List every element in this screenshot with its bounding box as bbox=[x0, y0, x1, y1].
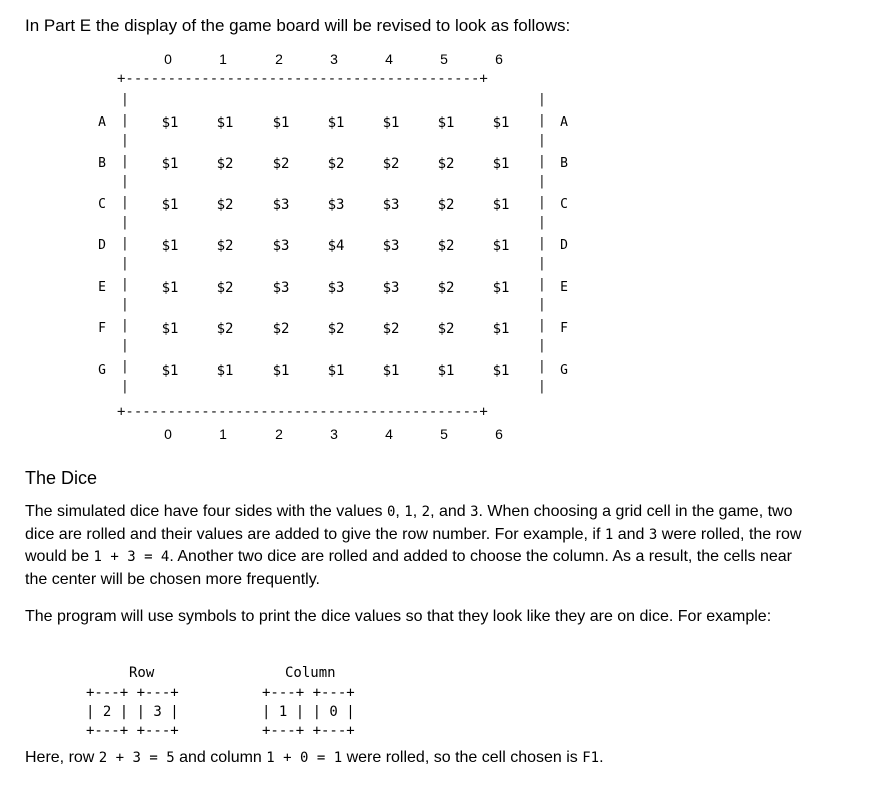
text-segment: , and bbox=[430, 503, 471, 520]
board-cell: $1 bbox=[437, 363, 455, 379]
board-cell: $2 bbox=[216, 197, 234, 213]
section-heading: The Dice bbox=[25, 468, 98, 488]
row-label-right: F bbox=[560, 321, 568, 336]
text-segment: The simulated dice have four sides with the values bbox=[25, 503, 387, 520]
column-dice-line: +---+ +---+ bbox=[262, 723, 355, 739]
board-cell: $1 bbox=[492, 321, 510, 337]
row-dice-line: +---+ +---+ bbox=[86, 685, 179, 701]
board-border-left: | bbox=[121, 317, 129, 333]
inline-code: 3 bbox=[470, 504, 479, 520]
board-cell: $2 bbox=[216, 280, 234, 296]
board-cell: $1 bbox=[382, 363, 400, 379]
text-segment: and bbox=[613, 525, 649, 543]
board-border-right: | bbox=[538, 256, 546, 271]
inline-code: 1 bbox=[404, 504, 413, 520]
board-cell: $1 bbox=[272, 363, 290, 379]
board-cell: $1 bbox=[161, 238, 179, 254]
board-cell: $2 bbox=[216, 238, 234, 254]
dice-description bbox=[25, 501, 805, 591]
board-cell: $1 bbox=[492, 280, 510, 296]
inline-code: 1 + 3 = 4 bbox=[93, 549, 170, 565]
column-number: 4 bbox=[385, 426, 393, 442]
board-cell: $1 bbox=[161, 197, 179, 213]
board-cell: $2 bbox=[437, 280, 455, 296]
board-border-right: | bbox=[538, 317, 546, 333]
row-dice-line: | 2 | | 3 | bbox=[86, 704, 179, 720]
column-number: 1 bbox=[219, 426, 227, 442]
board-border-left: | bbox=[121, 92, 129, 107]
column-number: 5 bbox=[440, 51, 448, 67]
board-border-top: +------------------------------------------+ bbox=[117, 71, 488, 87]
board-cell: $3 bbox=[327, 280, 345, 296]
board-cell: $2 bbox=[437, 238, 455, 254]
board-border-left: | bbox=[121, 276, 129, 292]
row-label-left: E bbox=[98, 280, 106, 295]
board-cell: $1 bbox=[437, 115, 455, 131]
board-cell: $3 bbox=[382, 197, 400, 213]
column-dice-line: +---+ +---+ bbox=[262, 685, 355, 701]
board-cell: $1 bbox=[161, 280, 179, 296]
board-cell: $1 bbox=[161, 115, 179, 131]
board-cell: $2 bbox=[437, 321, 455, 337]
column-number: 2 bbox=[275, 51, 283, 67]
board-cell: $3 bbox=[272, 197, 290, 213]
column-number: 3 bbox=[330, 426, 338, 442]
row-label-left: D bbox=[98, 238, 106, 253]
board-cell: $1 bbox=[327, 115, 345, 131]
board-cell: $1 bbox=[216, 363, 234, 379]
board-cell: $1 bbox=[161, 321, 179, 337]
board-border-bottom: +------------------------------------------+ bbox=[117, 404, 488, 420]
board-cell: $3 bbox=[382, 238, 400, 254]
board-border-right: | bbox=[538, 276, 546, 292]
board-border-left: | bbox=[121, 256, 129, 271]
board-border-left: | bbox=[121, 174, 129, 189]
text-segment: and column bbox=[174, 749, 267, 766]
text-segment: , bbox=[395, 503, 405, 520]
row-label-right: G bbox=[560, 363, 568, 378]
dice-conclusion bbox=[25, 747, 805, 770]
board-cell: $1 bbox=[492, 115, 510, 131]
board-border-right: | bbox=[538, 133, 546, 148]
row-label-right: C bbox=[560, 197, 568, 212]
inline-code: F1 bbox=[582, 750, 600, 766]
text-segment: , bbox=[412, 503, 422, 520]
board-cell: $2 bbox=[216, 321, 234, 337]
board-border-right: | bbox=[538, 92, 546, 107]
row-label-left: A bbox=[98, 115, 106, 130]
board-cell: $3 bbox=[382, 280, 400, 296]
board-cell: $2 bbox=[272, 321, 290, 337]
board-border-right: | bbox=[538, 358, 546, 374]
text-segment: were rolled, so the cell chosen is bbox=[342, 749, 583, 766]
board-cell: $1 bbox=[161, 156, 179, 172]
column-number: 3 bbox=[330, 51, 338, 67]
intro-text: In Part E the display of the game board will be revised to look as follows: bbox=[25, 16, 571, 35]
board-border-left: | bbox=[121, 235, 129, 251]
board-border-right: | bbox=[538, 215, 546, 230]
board-cell: $2 bbox=[327, 156, 345, 172]
board-cell: $1 bbox=[272, 115, 290, 131]
inline-code: 1 bbox=[604, 526, 614, 543]
column-number: 4 bbox=[385, 51, 393, 67]
board-border-left: | bbox=[121, 338, 129, 353]
inline-code: 2 + 3 = 5 bbox=[98, 750, 175, 766]
inline-code: 0 bbox=[386, 504, 396, 520]
board-border-right: | bbox=[538, 174, 546, 189]
board-border-right: | bbox=[538, 153, 546, 169]
board-border-right: | bbox=[538, 338, 546, 353]
board-border-left: | bbox=[121, 153, 129, 169]
board-cell: $3 bbox=[272, 238, 290, 254]
column-number: 5 bbox=[440, 426, 448, 442]
column-number: 0 bbox=[164, 51, 172, 67]
board-border-left: | bbox=[121, 133, 129, 148]
row-label-left: B bbox=[98, 156, 106, 171]
board-cell: $2 bbox=[382, 156, 400, 172]
inline-code: 3 bbox=[648, 526, 658, 543]
board-cell: $2 bbox=[327, 321, 345, 337]
board-border-left: | bbox=[121, 379, 129, 394]
dice-symbols-intro: The program will use symbols to print the dice values so that they look like they are on dice. For example: bbox=[25, 608, 772, 625]
text-segment: Here, row bbox=[25, 749, 99, 766]
inline-code: 2 bbox=[421, 504, 431, 520]
board-border-left: | bbox=[121, 112, 129, 128]
column-number: 2 bbox=[275, 426, 283, 442]
row-label-right: A bbox=[560, 115, 568, 130]
board-cell: $2 bbox=[272, 156, 290, 172]
board-cell: $4 bbox=[327, 238, 345, 254]
board-cell: $2 bbox=[216, 156, 234, 172]
row-label-left: G bbox=[98, 363, 106, 378]
row-label-right: D bbox=[560, 238, 568, 253]
board-border-right: | bbox=[538, 235, 546, 251]
text-segment: were rolled, the row would be bbox=[25, 525, 802, 565]
column-number: 6 bbox=[495, 51, 503, 67]
board-cell: $2 bbox=[437, 197, 455, 213]
row-dice-label: Row bbox=[129, 665, 155, 681]
board-border-left: | bbox=[121, 358, 129, 374]
text-segment: . Another two dice are rolled and added to choose the column. As a result, the cells near the center will be chosen more frequently. bbox=[25, 548, 792, 588]
board-cell: $2 bbox=[382, 321, 400, 337]
column-number: 1 bbox=[219, 51, 227, 67]
board-cell: $1 bbox=[161, 363, 179, 379]
board-border-right: | bbox=[538, 112, 546, 128]
board-cell: $1 bbox=[327, 363, 345, 379]
board-border-right: | bbox=[538, 194, 546, 210]
board-cell: $1 bbox=[492, 197, 510, 213]
board-border-left: | bbox=[121, 297, 129, 312]
row-label-left: F bbox=[98, 321, 106, 336]
board-cell: $1 bbox=[216, 115, 234, 131]
column-number: 0 bbox=[164, 426, 172, 442]
column-number: 6 bbox=[495, 426, 503, 442]
column-dice-line: | 1 | | 0 | bbox=[262, 704, 355, 720]
board-border-right: | bbox=[538, 297, 546, 312]
text-segment: . bbox=[599, 749, 604, 766]
text-segment: . When choosing a grid cell in the game, two dice are rolled and their values are added to give the row number. For example, if bbox=[25, 503, 793, 543]
row-label-right: B bbox=[560, 156, 568, 171]
board-cell: $3 bbox=[272, 280, 290, 296]
board-border-right: | bbox=[538, 379, 546, 394]
board-cell: $1 bbox=[492, 363, 510, 379]
board-cell: $2 bbox=[437, 156, 455, 172]
board-cell: $1 bbox=[382, 115, 400, 131]
inline-code: 1 + 0 = 1 bbox=[266, 750, 343, 766]
row-label-right: E bbox=[560, 280, 568, 295]
board-border-left: | bbox=[121, 194, 129, 210]
row-label-left: C bbox=[98, 197, 106, 212]
board-cell: $3 bbox=[327, 197, 345, 213]
board-border-left: | bbox=[121, 215, 129, 230]
row-dice-line: +---+ +---+ bbox=[86, 723, 179, 739]
board-cell: $1 bbox=[492, 238, 510, 254]
column-dice-label: Column bbox=[285, 665, 336, 681]
board-cell: $1 bbox=[492, 156, 510, 172]
